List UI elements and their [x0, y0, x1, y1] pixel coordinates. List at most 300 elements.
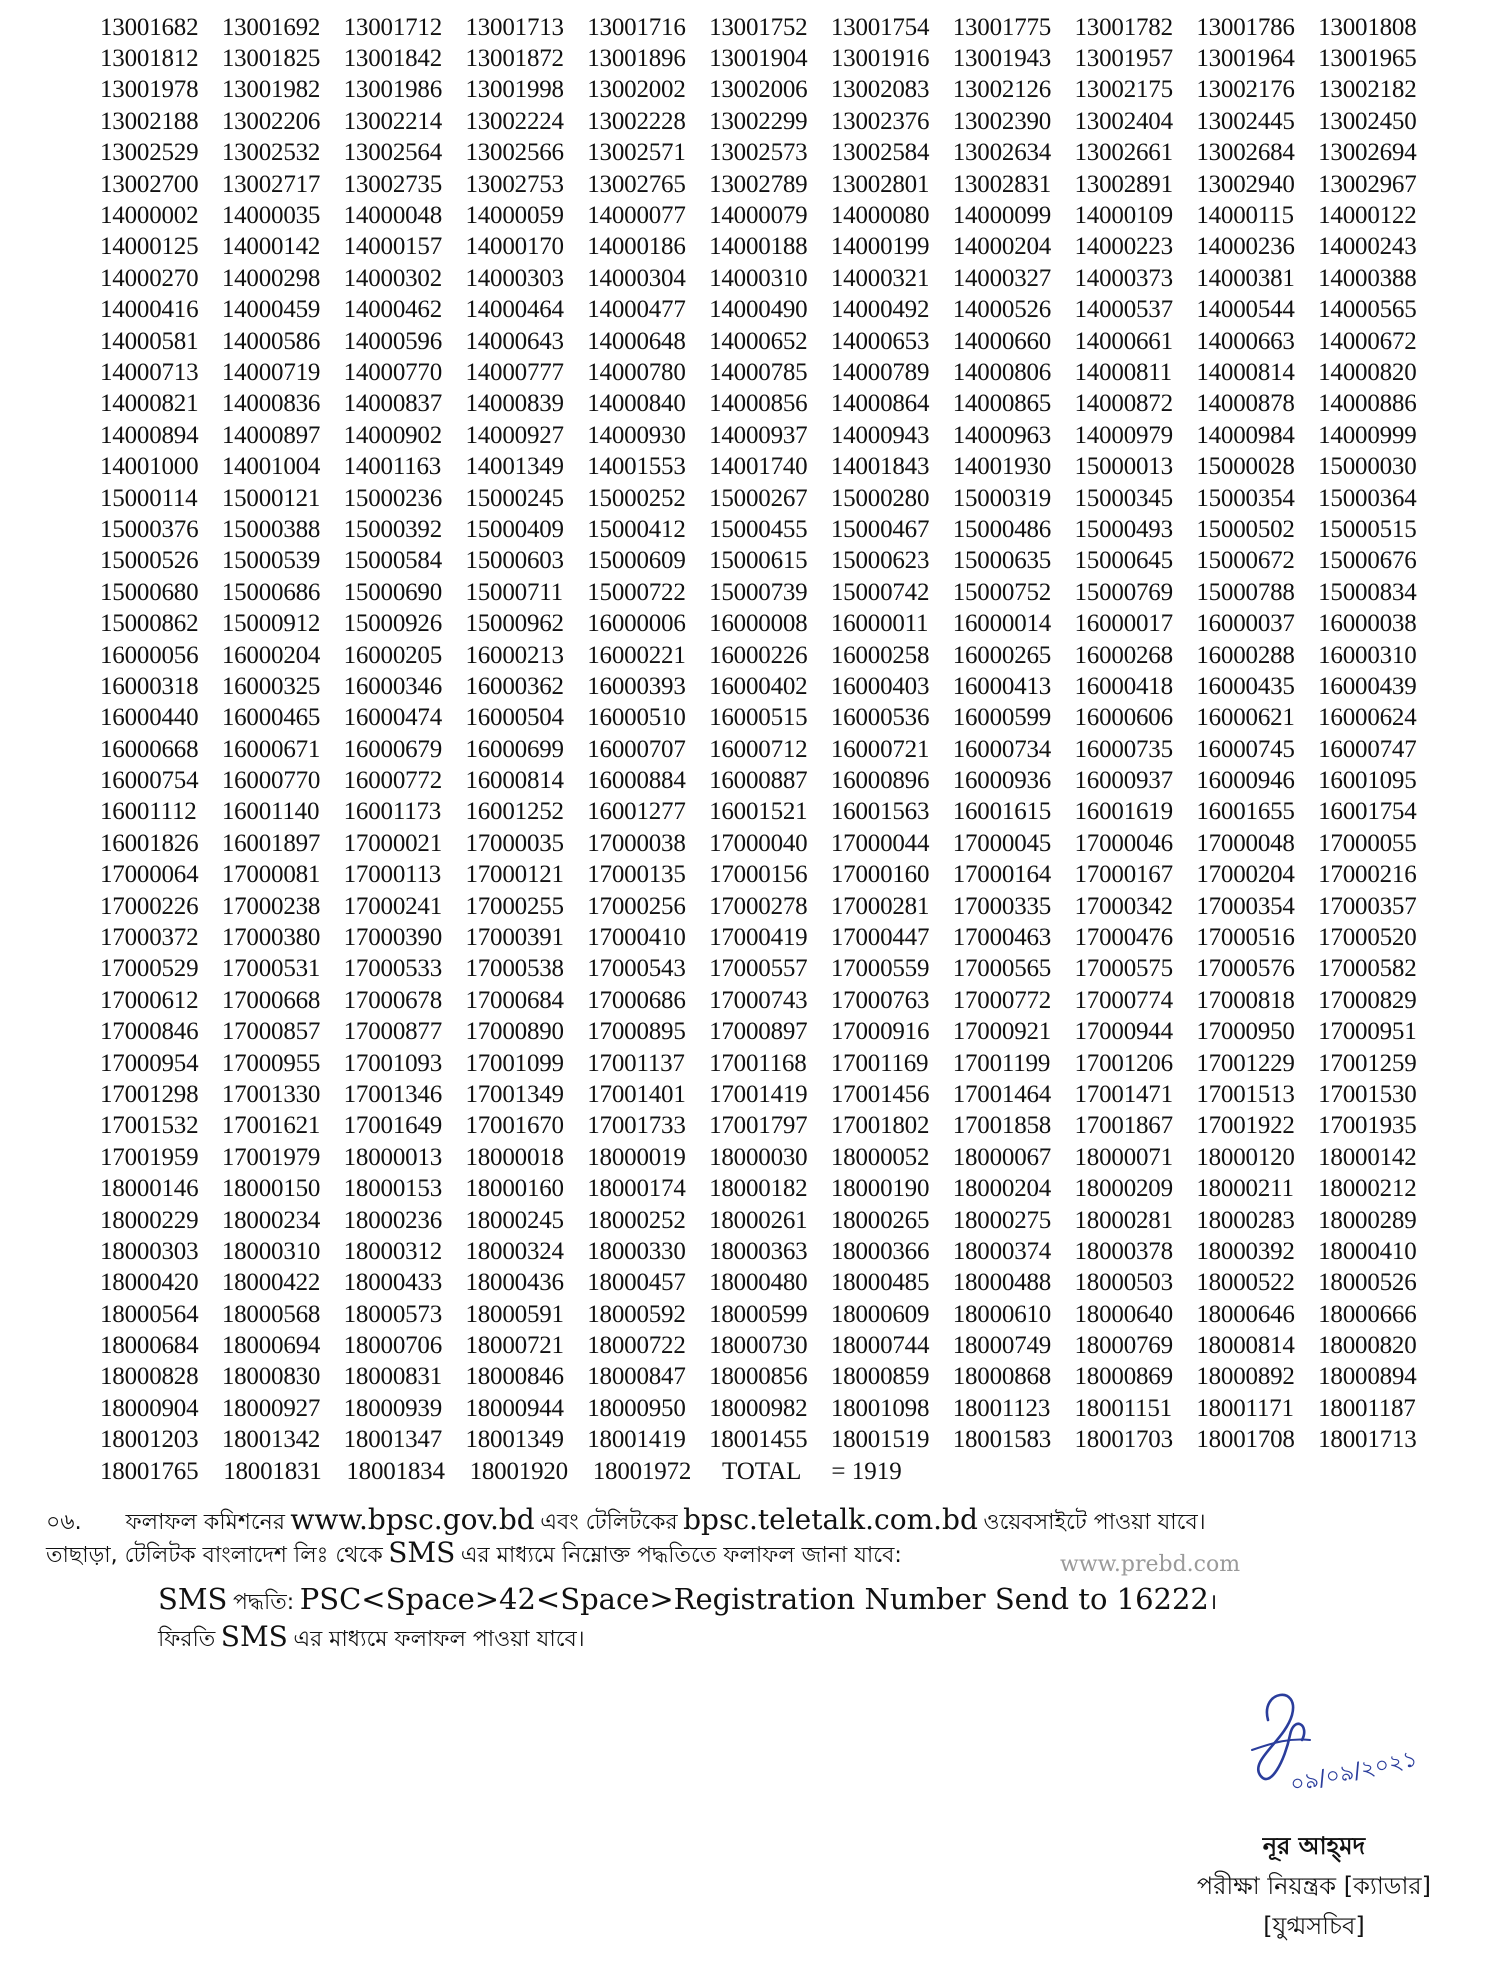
- roll-number: 13001964: [1196, 45, 1295, 73]
- roll-number: 17001621: [221, 1112, 321, 1140]
- roll-number: 15000645: [1074, 547, 1173, 575]
- roll-number: 15000354: [1196, 484, 1295, 512]
- roll-number: 14000526: [952, 296, 1052, 324]
- roll-number: 13002404: [1074, 107, 1173, 135]
- roll-number: 17000565: [952, 955, 1052, 983]
- roll-number: 16000606: [1074, 704, 1173, 732]
- roll-number: 18001123: [952, 1394, 1051, 1422]
- roll-number: 13002573: [709, 139, 808, 167]
- roll-number: 17000021: [343, 829, 443, 857]
- roll-number: 15000926: [343, 610, 443, 638]
- roll-number: 17001093: [343, 1049, 443, 1077]
- roll-number: 14000839: [465, 390, 564, 418]
- roll-number: 15000252: [587, 484, 686, 512]
- roll-number: 14000059: [465, 202, 564, 230]
- roll-number: 15000013: [1074, 453, 1173, 481]
- roll-number: 18001455: [709, 1426, 808, 1454]
- roll-number: 16000008: [709, 610, 808, 638]
- roll-number: 18000526: [1318, 1269, 1417, 1297]
- roll-number: 13002188: [100, 107, 199, 135]
- roll-number: 14001740: [709, 453, 808, 481]
- roll-number: 14000388: [1318, 264, 1417, 292]
- roll-number: 17000256: [587, 892, 686, 920]
- roll-number: 15000121: [221, 484, 321, 512]
- roll-number: 13001712: [343, 13, 443, 41]
- roll-number: 17001979: [221, 1143, 321, 1171]
- sms-label: SMS: [388, 1536, 456, 1569]
- roll-row: [100, 765, 1440, 796]
- roll-number: 15000412: [587, 515, 686, 543]
- roll-row: [100, 860, 1440, 891]
- roll-row: [100, 106, 1440, 137]
- roll-number: 18000814: [1196, 1332, 1295, 1360]
- roll-number: 18000204: [952, 1175, 1052, 1203]
- roll-number: 13002967: [1318, 170, 1417, 198]
- roll-number: 16000599: [952, 704, 1052, 732]
- roll-number: 18000666: [1318, 1300, 1417, 1328]
- roll-number: 18000694: [221, 1332, 321, 1360]
- roll-number: 18000190: [830, 1175, 930, 1203]
- roll-number: 17000463: [952, 924, 1052, 952]
- roll-number: 18000522: [1196, 1269, 1295, 1297]
- roll-number: 13001896: [587, 45, 686, 73]
- roll-number: 16000310: [1318, 641, 1417, 669]
- roll-number: 13002717: [221, 170, 321, 198]
- roll-number: 17000950: [1196, 1018, 1295, 1046]
- roll-number: 17001346: [343, 1080, 443, 1108]
- roll-number: 14000963: [952, 421, 1052, 449]
- roll-number: 18000366: [830, 1237, 930, 1265]
- roll-number: 13002175: [1074, 76, 1173, 104]
- roll-number: 15000623: [830, 547, 930, 575]
- roll-number: 17000342: [1074, 892, 1173, 920]
- roll-number: 18000927: [221, 1394, 321, 1422]
- roll-number: 17001802: [830, 1112, 930, 1140]
- sms-method-label: পদ্ধতি:: [232, 1590, 295, 1615]
- roll-row: [100, 420, 1440, 451]
- roll-number: 17001168: [709, 1049, 807, 1077]
- roll-number: 13001998: [465, 76, 564, 104]
- roll-number: 18000706: [343, 1332, 443, 1360]
- roll-number: 14000586: [221, 327, 321, 355]
- roll-number: 18000730: [709, 1332, 808, 1360]
- roll-number: 14000648: [587, 327, 686, 355]
- roll-number: 16000265: [952, 641, 1052, 669]
- roll-number: 15000686: [221, 578, 321, 606]
- roll-number: 17000238: [221, 892, 321, 920]
- roll-number: 16000346: [343, 672, 443, 700]
- roll-number: 17001670: [465, 1112, 564, 1140]
- roll-row: [100, 138, 1440, 169]
- roll-number: 14000894: [100, 421, 199, 449]
- roll-row: [100, 357, 1440, 388]
- roll-number: 15000388: [221, 515, 321, 543]
- roll-number: 14000865: [952, 390, 1052, 418]
- roll-number: 15000690: [343, 578, 443, 606]
- roll-number: 14000310: [709, 264, 808, 292]
- roll-number: 15000493: [1074, 515, 1173, 543]
- roll-number: 17001298: [100, 1080, 199, 1108]
- roll-number: 14000188: [709, 233, 808, 261]
- roll-number: 17000372: [100, 924, 199, 952]
- notice-text: ফলাফল কমিশনের: [125, 1510, 285, 1535]
- roll-number: 16001112: [100, 798, 197, 826]
- roll-number: 16000699: [465, 735, 564, 763]
- roll-number: 17000846: [100, 1018, 199, 1046]
- roll-number: 18000592: [587, 1300, 686, 1328]
- roll-number: 16000288: [1196, 641, 1295, 669]
- roll-number: 16001897: [221, 829, 321, 857]
- roll-number: 13002182: [1318, 76, 1417, 104]
- roll-number: 18000275: [952, 1206, 1052, 1234]
- roll-number: 17000916: [830, 1018, 930, 1046]
- roll-number: 13002450: [1318, 107, 1417, 135]
- roll-number: 16000510: [587, 704, 686, 732]
- roll-row: [100, 734, 1440, 765]
- roll-number: 14000837: [343, 390, 443, 418]
- roll-number: 15000834: [1318, 578, 1417, 606]
- roll-number: 18000160: [465, 1175, 564, 1203]
- roll-number: 16000474: [343, 704, 443, 732]
- roll-number: 18001972: [592, 1457, 692, 1485]
- roll-number: 17000576: [1196, 955, 1295, 983]
- roll-number: 14000789: [830, 358, 930, 386]
- roll-row: [100, 1048, 1440, 1079]
- roll-row: [100, 169, 1440, 200]
- roll-number: 17000684: [465, 986, 564, 1014]
- roll-number: 17000954: [100, 1049, 199, 1077]
- roll-number: 18000150: [221, 1175, 321, 1203]
- roll-number: 17000410: [587, 924, 686, 952]
- roll-number: 17001797: [709, 1112, 808, 1140]
- roll-number: 17000040: [709, 829, 808, 857]
- roll-number: 16000679: [343, 735, 443, 763]
- roll-number: 13001692: [221, 13, 321, 41]
- roll-number: 16001277: [587, 798, 686, 826]
- roll-number: 16000268: [1074, 641, 1173, 669]
- roll-row: [100, 451, 1440, 482]
- roll-number: 14000048: [343, 202, 443, 230]
- roll-number: 13002789: [709, 170, 808, 198]
- roll-number: 16000011: [830, 610, 929, 638]
- roll-number: 14000080: [830, 202, 930, 230]
- roll-number: 18001342: [221, 1426, 321, 1454]
- roll-number: 15000267: [709, 484, 808, 512]
- roll-number: 17000135: [587, 861, 686, 889]
- roll-row: [100, 1425, 1440, 1456]
- roll-number: 17000520: [1318, 924, 1417, 952]
- roll-number: 18000018: [465, 1143, 564, 1171]
- roll-number: 17000038: [587, 829, 686, 857]
- roll-number: 15000672: [1196, 547, 1295, 575]
- roll-number: 17000281: [830, 892, 930, 920]
- roll-number: 13002224: [465, 107, 564, 135]
- roll-number: 17000857: [221, 1018, 321, 1046]
- sms-format: PSC<Space>42<Space>Registration Number Send to 16222: [299, 1582, 1209, 1616]
- roll-number: 14000886: [1318, 390, 1417, 418]
- roll-number: 13002735: [343, 170, 443, 198]
- roll-number: 16000707: [587, 735, 686, 763]
- roll-number: 13002700: [100, 170, 199, 198]
- roll-number: 16000887: [709, 767, 808, 795]
- roll-number: 14000652: [709, 327, 808, 355]
- roll-number: 16000402: [709, 672, 808, 700]
- roll-number: 16000435: [1196, 672, 1295, 700]
- roll-number: 16000936: [952, 767, 1052, 795]
- roll-number: 13002801: [830, 170, 930, 198]
- roll-number: 18000820: [1318, 1332, 1417, 1360]
- roll-number: 13002390: [952, 107, 1052, 135]
- roll-number: 18000904: [100, 1394, 199, 1422]
- roll-number: 16000721: [830, 735, 930, 763]
- roll-number: 17000582: [1318, 955, 1417, 983]
- roll-number: 18000019: [587, 1143, 686, 1171]
- roll-number: 18000488: [952, 1269, 1052, 1297]
- sms-label: SMS: [220, 1620, 288, 1653]
- roll-number: 15000742: [830, 578, 930, 606]
- roll-number: 16000318: [100, 672, 199, 700]
- roll-number: 18001349: [465, 1426, 564, 1454]
- roll-number: 16000621: [1196, 704, 1295, 732]
- roll-row: [100, 295, 1440, 326]
- roll-number: 17000897: [709, 1018, 808, 1046]
- roll-number: 16000226: [709, 641, 808, 669]
- roll-number: 18000721: [465, 1332, 564, 1360]
- roll-number: 13001682: [100, 13, 199, 41]
- roll-number: 14000836: [221, 390, 321, 418]
- roll-number: 14000878: [1196, 390, 1295, 418]
- roll-number: 16000038: [1318, 610, 1417, 638]
- roll-number: 13002831: [952, 170, 1052, 198]
- roll-number: 14000661: [1074, 327, 1173, 355]
- roll-number: 16000536: [830, 704, 930, 732]
- roll-number: 18000944: [465, 1394, 564, 1422]
- roll-number: 17000156: [709, 861, 808, 889]
- notice-text: এর মাধ্যমে নিম্নোক্ত পদ্ধতিতে ফলাফল জানা যাবে:: [460, 1543, 902, 1568]
- roll-number: 17000921: [952, 1018, 1052, 1046]
- roll-row: [100, 1205, 1440, 1236]
- roll-number: 17000167: [1074, 861, 1173, 889]
- notice-section: [46, 1505, 1466, 1571]
- roll-number: 16001173: [343, 798, 442, 826]
- roll-number: 14000979: [1074, 421, 1173, 449]
- roll-number: 13002176: [1196, 76, 1295, 104]
- roll-number: 18000052: [830, 1143, 930, 1171]
- roll-row: [100, 891, 1440, 922]
- roll-number: 14000079: [709, 202, 808, 230]
- roll-number: 14000565: [1318, 296, 1417, 324]
- roll-number: 13001825: [221, 45, 321, 73]
- roll-number: 16000440: [100, 704, 199, 732]
- roll-number: 13001786: [1196, 13, 1295, 41]
- roll-number: 18000646: [1196, 1300, 1295, 1328]
- roll-number: 17001456: [830, 1080, 930, 1108]
- notice-text: তাছাড়া, টেলিটক বাংলাদেশ লিঃ থেকে: [46, 1543, 383, 1568]
- roll-number: 16001754: [1318, 798, 1417, 826]
- roll-number: 15000722: [587, 578, 686, 606]
- roll-number: 17001532: [100, 1112, 199, 1140]
- roll-number: 14000811: [1074, 358, 1172, 386]
- roll-number: 17000877: [343, 1018, 443, 1046]
- roll-number: 15000280: [830, 484, 930, 512]
- roll-number: 16000205: [343, 641, 443, 669]
- roll-number: 18000142: [1318, 1143, 1417, 1171]
- roll-number: 16000754: [100, 767, 199, 795]
- roll-number: 18000830: [221, 1363, 321, 1391]
- roll-number: 14000856: [709, 390, 808, 418]
- roll-number: 14000321: [830, 264, 930, 292]
- roll-number: 18000436: [465, 1269, 564, 1297]
- roll-number: 15000603: [465, 547, 564, 575]
- roll-number: 16000418: [1074, 672, 1173, 700]
- roll-number: 18000153: [343, 1175, 443, 1203]
- roll-number: 14000302: [343, 264, 443, 292]
- roll-number: 13002002: [587, 76, 686, 104]
- roll-number: 18001203: [100, 1426, 199, 1454]
- roll-number: 17000048: [1196, 829, 1295, 857]
- teletalk-website-link[interactable]: bpsc.teletalk.com.bd: [683, 1503, 978, 1536]
- notice-text: ফিরতি: [158, 1627, 216, 1652]
- roll-number: 18000856: [709, 1363, 808, 1391]
- roll-number: 18001583: [952, 1426, 1052, 1454]
- roll-row: [100, 389, 1440, 420]
- bpsc-website-link[interactable]: www.bpsc.gov.bd: [290, 1503, 535, 1536]
- roll-row: [100, 1236, 1440, 1267]
- roll-number: 13002684: [1196, 139, 1295, 167]
- roll-number: 18000261: [709, 1206, 808, 1234]
- roll-number: 14000199: [830, 233, 930, 261]
- roll-number: 13002661: [1074, 139, 1173, 167]
- roll-number: 16000204: [221, 641, 321, 669]
- sentence-end: ।: [1208, 1590, 1218, 1615]
- roll-number: 17001867: [1074, 1112, 1173, 1140]
- total-count: [722, 1458, 932, 1486]
- roll-number: 15000486: [952, 515, 1052, 543]
- roll-number: 18000828: [100, 1363, 199, 1391]
- roll-number: 18001347: [343, 1426, 443, 1454]
- roll-number: 18000609: [830, 1300, 930, 1328]
- roll-number: 18000640: [1074, 1300, 1173, 1328]
- roll-number: 17001419: [709, 1080, 808, 1108]
- roll-number: 18000749: [952, 1332, 1052, 1360]
- roll-number: 17000818: [1196, 986, 1295, 1014]
- roll-number: 17001935: [1318, 1112, 1417, 1140]
- roll-number: 16001563: [830, 798, 930, 826]
- roll-number: 16000772: [343, 767, 443, 795]
- roll-number: 17000686: [587, 986, 686, 1014]
- roll-number: 18000252: [587, 1206, 686, 1234]
- roll-number: 16000668: [100, 735, 199, 763]
- roll-number: 18000120: [1196, 1143, 1295, 1171]
- roll-number: 17000895: [587, 1018, 686, 1046]
- roll-number: 14000373: [1074, 264, 1173, 292]
- roll-row: [100, 326, 1440, 357]
- roll-number: 17001330: [221, 1080, 321, 1108]
- roll-number: 15000752: [952, 578, 1052, 606]
- roll-number: 14000204: [952, 233, 1052, 261]
- roll-number: 14000327: [952, 264, 1052, 292]
- roll-number: 17000829: [1318, 986, 1417, 1014]
- roll-number: 17000557: [709, 955, 808, 983]
- roll-number: 16000006: [587, 610, 686, 638]
- roll-number: 18000722: [587, 1332, 686, 1360]
- roll-number: 14000298: [221, 264, 321, 292]
- roll-number: 13001716: [587, 13, 686, 41]
- roll-number: 15000364: [1318, 484, 1417, 512]
- roll-number: 16000325: [221, 672, 321, 700]
- roll-number: 13002765: [587, 170, 686, 198]
- roll-number: 15000030: [1318, 453, 1417, 481]
- roll-number: 13002891: [1074, 170, 1173, 198]
- roll-number: 14000077: [587, 202, 686, 230]
- roll-number: 17000529: [100, 955, 199, 983]
- roll-number: 18000067: [952, 1143, 1052, 1171]
- roll-number: 17000944: [1074, 1018, 1173, 1046]
- total-label: TOTAL: [721, 1457, 802, 1485]
- roll-number: 18000374: [952, 1237, 1052, 1265]
- roll-number-table: [100, 12, 1440, 1487]
- roll-number: 14001843: [830, 453, 930, 481]
- roll-number: 17001471: [1074, 1080, 1173, 1108]
- roll-number: 18001151: [1074, 1394, 1172, 1422]
- sms-method-line: [158, 1582, 1217, 1622]
- roll-number: 17000419: [709, 924, 808, 952]
- roll-row: [100, 263, 1440, 294]
- roll-number: 14000303: [465, 264, 564, 292]
- roll-number: 17001464: [952, 1080, 1052, 1108]
- roll-number: 16000504: [465, 704, 564, 732]
- roll-number: 17000772: [952, 986, 1052, 1014]
- roll-number: 18000071: [1074, 1143, 1173, 1171]
- roll-number: 18000892: [1196, 1363, 1295, 1391]
- roll-number: 18000485: [830, 1269, 930, 1297]
- roll-number: 14000459: [221, 296, 321, 324]
- roll-number: 18001419: [587, 1426, 686, 1454]
- signatory-name: নূর আহ্‌মদ: [1262, 1832, 1366, 1860]
- sms-reply-line: [158, 1620, 585, 1659]
- roll-number: 14000984: [1196, 421, 1295, 449]
- roll-number: 13001943: [952, 45, 1052, 73]
- roll-row: [100, 1393, 1440, 1424]
- handwritten-signature: [1230, 1680, 1430, 1810]
- roll-number: 18000869: [1074, 1363, 1173, 1391]
- roll-number: 17001099: [465, 1049, 564, 1077]
- roll-number: 17000226: [100, 892, 199, 920]
- roll-number: 14000537: [1074, 296, 1173, 324]
- roll-number: 14000462: [343, 296, 443, 324]
- roll-number: 14000477: [587, 296, 686, 324]
- roll-number: 14001553: [587, 453, 686, 481]
- signatory-designation: পরীক্ষা নিয়ন্ত্রক [ক্যাডার]: [1196, 1872, 1431, 1900]
- roll-row: [100, 232, 1440, 263]
- roll-number: 18000211: [1196, 1175, 1294, 1203]
- roll-number: 18000950: [587, 1394, 686, 1422]
- roll-number: 13002940: [1196, 170, 1295, 198]
- roll-number: 14000596: [343, 327, 443, 355]
- roll-number: 18000433: [343, 1269, 443, 1297]
- roll-number: 14000663: [1196, 327, 1295, 355]
- roll-number: 13002634: [952, 139, 1052, 167]
- roll-number: 18000744: [830, 1332, 930, 1360]
- roll-number: 14000270: [100, 264, 199, 292]
- roll-number: 17000055: [1318, 829, 1417, 857]
- roll-row: [100, 1362, 1440, 1393]
- roll-number: 14000780: [587, 358, 686, 386]
- roll-number: 15000584: [343, 547, 443, 575]
- roll-number: 14000223: [1074, 233, 1173, 261]
- roll-row: [100, 1142, 1440, 1173]
- notice-line-1: [46, 1505, 1466, 1538]
